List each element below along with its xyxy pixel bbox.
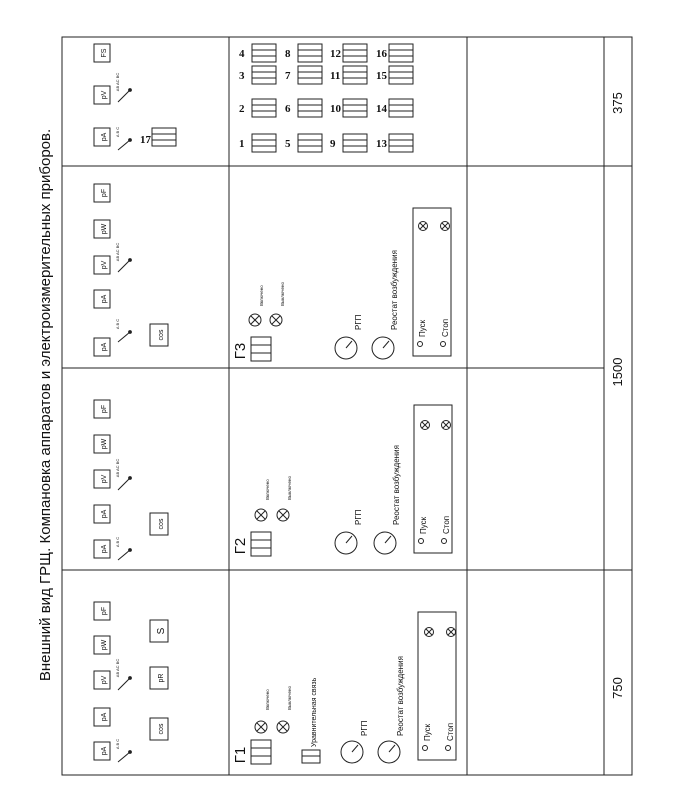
feeder-number: 17 [140,134,151,146]
rheostat-label: Реостат возбуждения [396,656,405,736]
lamp-label-on: Включено [265,689,270,710]
feeder-number: 7 [285,70,291,82]
lamp-label-on: Включено [265,479,270,500]
meter-cos: cos [158,723,165,735]
rheostat-label: Реостат возбуждения [390,250,399,330]
feeder-number: 8 [285,48,291,60]
switch-label-abbcca: AB AC BC [115,658,120,678]
feeder-breaker [343,99,367,117]
meter-pa: pA [101,544,108,554]
feeder-number: 12 [330,48,341,60]
feeder-breaker [252,66,276,84]
feeder-breaker [298,99,322,117]
feeder-number: 14 [376,103,387,115]
start-button-label: Пуск [418,319,427,337]
feeder-breaker [389,134,413,152]
lamp-label-off: Выключено [287,476,292,500]
feeder-breaker [389,66,413,84]
page-title: Внешний вид ГРЩ. Компановка аппаратов и электроизмерительных приборов. [37,128,54,682]
meter-pw: pW [101,639,108,651]
feeder-breaker [298,66,322,84]
stop-button-label: Стоп [446,722,455,741]
board-frame [62,37,632,775]
stop-button-label: Стоп [442,515,451,534]
meter-pr: pR [158,673,165,683]
meter-pw: pW [101,438,108,450]
feeder-breaker [298,44,322,62]
feeder-number: 11 [330,70,341,82]
meter-pf: pF [101,188,108,198]
meter-pa: pA [101,509,108,519]
generator-label: Г2 [232,537,249,555]
start-button-label: Пуск [419,516,428,534]
meter-pv: pV [101,675,108,685]
switch-label-abc: A B C [115,126,120,138]
feeder-number: 6 [285,103,291,115]
meter-pa: pA [101,132,108,142]
feeder-number: 9 [330,138,336,150]
switch-label-abbcca: AB AC BC [115,72,120,92]
meter-pa: pA [101,342,108,352]
meter-pa: pA [101,746,108,756]
feeder-breaker [252,44,276,62]
feeder-breaker [343,134,367,152]
feeder-breaker [252,134,276,152]
dimension-label-375: 375 [610,92,625,114]
lamp-label-off: Выключено [280,282,285,306]
generator-label: Г3 [232,342,249,360]
switch-label-abc: A B C [115,318,120,330]
rgp-label: РГП [354,314,363,330]
meter-pf: pF [101,606,108,616]
meter-pv: pV [101,474,108,484]
dimension-label-1500: 1500 [610,357,625,387]
meter-cos: cos [158,518,165,530]
switch-label-abbcca: AB AC BC [115,458,120,478]
meter-s: S [156,627,167,635]
feeder-number: 1 [239,138,245,150]
feeder-number: 16 [376,48,387,60]
dimension-label-750: 750 [610,677,625,699]
meter-cos: cos [158,329,165,341]
feeder-number: 13 [376,138,387,150]
feeder-breaker [389,44,413,62]
meter-pa: pA [101,294,108,304]
switch-label-abc: A B C [115,738,120,750]
switch-label-abbcca: AB AC BC [115,242,120,262]
feeder-number: 15 [376,70,387,82]
feeder-number: 2 [239,103,245,115]
feeder-breaker [298,134,322,152]
sync-label: Уравнительная связь [311,677,318,747]
meter-pv: pV [101,260,108,270]
feeder-breaker-grid [239,44,413,152]
meter-fs: FS [101,48,108,58]
lamp-label-on: Включено [259,285,264,306]
meter-pf: pF [101,404,108,414]
feeder-breaker [252,99,276,117]
lamp-label-off: Выключено [287,686,292,710]
rgp-label: РГП [360,720,369,736]
rgp-label: РГП [354,509,363,525]
feeder-number: 4 [239,48,245,60]
meter-pv: pV [101,90,108,100]
meter-pa: pA [101,712,108,722]
feeder-breaker [343,44,367,62]
start-button-label: Пуск [423,723,432,741]
feeder-number: 10 [330,103,341,115]
generator-label: Г1 [232,746,249,764]
switch-label-abc: A B C [115,536,120,548]
feeder-breaker [343,66,367,84]
feeder-number: 5 [285,138,291,150]
rheostat-label: Реостат возбуждения [392,445,401,525]
meter-pw: pW [101,223,108,235]
feeder-breaker [389,99,413,117]
stop-button-label: Стоп [441,318,450,337]
feeder-number: 3 [239,70,245,82]
